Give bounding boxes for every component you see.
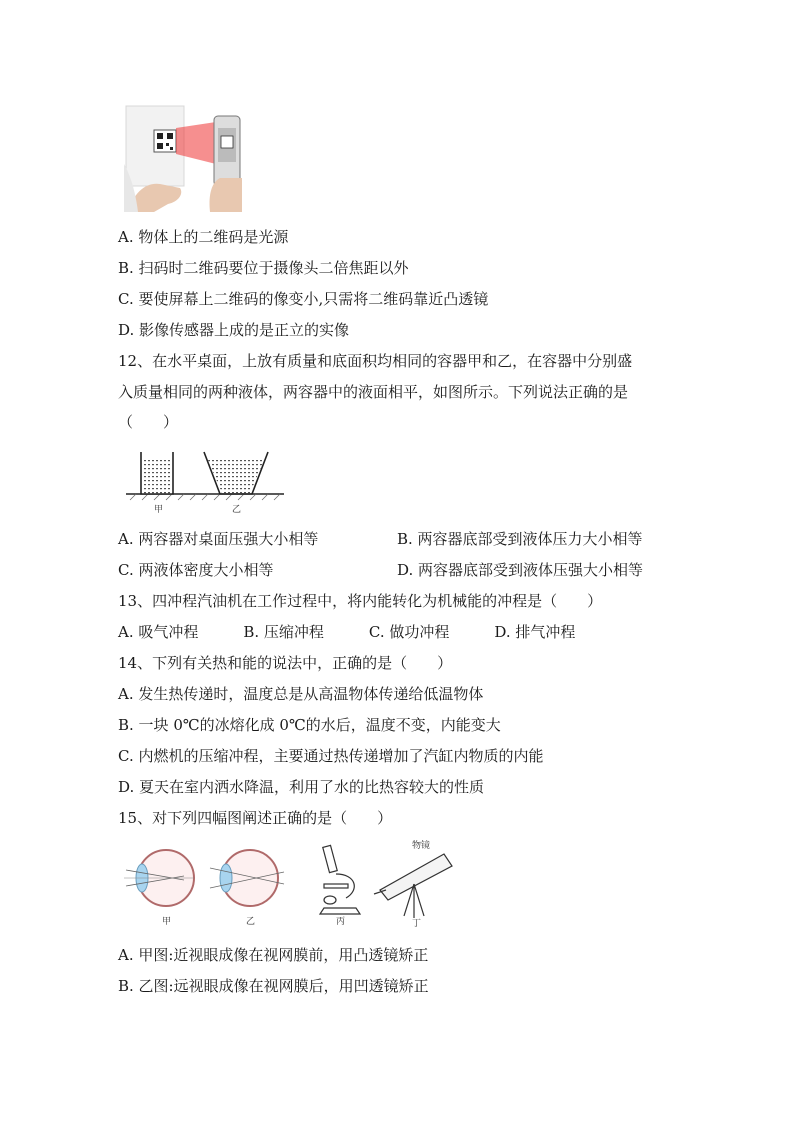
figure-label-ding: 丁 bbox=[412, 919, 422, 929]
eye-jia-diagram bbox=[124, 850, 194, 906]
figure-label-jia-15: 甲 bbox=[162, 917, 172, 927]
q12-stem-line-3: （ ） bbox=[118, 413, 179, 431]
optics-figure bbox=[124, 840, 464, 932]
figure-label-jia: 甲 bbox=[154, 505, 164, 515]
q15-option-b[interactable]: B. 乙图:远视眼成像在视网膜后，用凹透镜矫正 bbox=[118, 977, 429, 995]
q12-option-b[interactable]: B. 两容器底部受到液体压力大小相等 bbox=[397, 530, 643, 548]
figure-label-yi: 乙 bbox=[232, 505, 242, 515]
q12-stem-line-1: 12、在水平桌面，上放有质量和底面积均相同的容器甲和乙，在容器中分别盛 bbox=[118, 352, 633, 370]
q14-option-b[interactable]: B. 一块 0℃的冰熔化成 0℃的水后，温度不变，内能变大 bbox=[118, 716, 501, 734]
q15-option-a[interactable]: A. 甲图:近视眼成像在视网膜前，用凸透镜矫正 bbox=[118, 946, 429, 964]
q11-option-c[interactable]: C. 要使屏幕上二维码的像变小,只需将二维码靠近凸透镜 bbox=[118, 290, 489, 308]
q11-option-d[interactable]: D. 影像传感器上成的是正立的实像 bbox=[118, 321, 350, 339]
figure-label-bing: 丙 bbox=[336, 917, 346, 927]
q13-options[interactable]: A. 吸气冲程 B. 压缩冲程 C. 做功冲程 D. 排气冲程 bbox=[118, 623, 576, 641]
q11-option-a[interactable]: A. 物体上的二维码是光源 bbox=[118, 228, 289, 246]
qr-scan-photo bbox=[124, 104, 244, 214]
q14-stem: 14、下列有关热和能的说法中，正确的是（ ） bbox=[118, 654, 453, 672]
q11-option-b[interactable]: B. 扫码时二维码要位于摄像头二倍焦距以外 bbox=[118, 259, 409, 277]
telescope-icon bbox=[374, 854, 452, 918]
q14-option-d[interactable]: D. 夏天在室内洒水降温，利用了水的比热容较大的性质 bbox=[118, 778, 485, 796]
q14-option-c[interactable]: C. 内燃机的压缩冲程，主要通过热传递增加了汽缸内物质的内能 bbox=[118, 747, 544, 765]
q13-stem: 13、四冲程汽油机在工作过程中，将内能转化为机械能的冲程是（ ） bbox=[118, 592, 603, 610]
q12-option-a[interactable]: A. 两容器对桌面压强大小相等 bbox=[118, 530, 319, 548]
figure-label-yi-15: 乙 bbox=[246, 917, 256, 927]
microscope-icon bbox=[320, 845, 360, 914]
q12-stem-line-2: 入质量相同的两种液体，两容器中的液面相平，如图所示。下列说法正确的是 bbox=[118, 383, 629, 401]
q12-option-d[interactable]: D. 两容器底部受到液体压强大小相等 bbox=[397, 561, 644, 579]
eye-yi-diagram bbox=[210, 850, 284, 906]
telescope-objective-label: 物镜 bbox=[412, 841, 431, 851]
q14-option-a[interactable]: A. 发生热传递时，温度总是从高温物体传递给低温物体 bbox=[118, 685, 484, 703]
containers-figure bbox=[124, 448, 286, 518]
q12-option-c[interactable]: C. 两液体密度大小相等 bbox=[118, 561, 274, 579]
q15-stem: 15、对下列四幅图阐述正确的是（ ） bbox=[118, 809, 393, 827]
